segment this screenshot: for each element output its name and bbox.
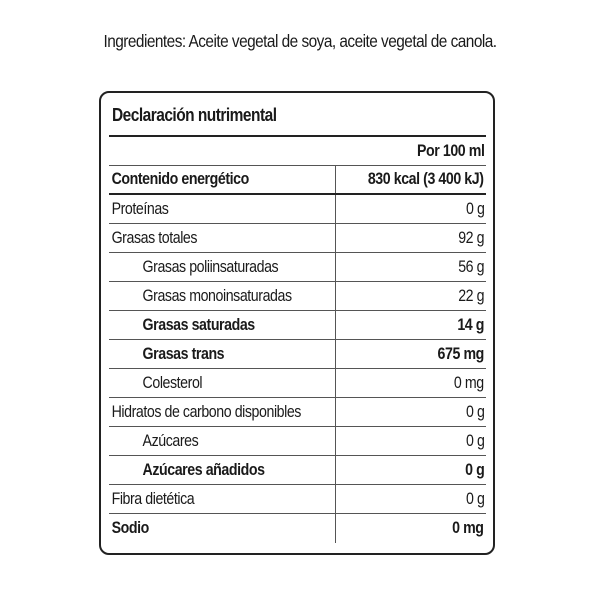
nutrition-table (109, 135, 486, 543)
nutrient-value: 0 g (465, 199, 484, 218)
nutrient-label: Grasas poliinsaturadas (142, 257, 279, 276)
nutrient-value-cell (334, 369, 484, 397)
nutrient-value-cell (334, 398, 484, 426)
nutrient-label: Contenido energético (111, 170, 249, 188)
nutrient-value-cell (334, 456, 484, 484)
nutrient-label-cell (109, 369, 336, 397)
nutrient-label-cell (109, 456, 336, 484)
nutrient-value: 0 g (465, 431, 484, 450)
nutrient-label: Grasas saturadas (142, 315, 255, 334)
nutrient-label: Proteínas (111, 199, 169, 218)
nutrient-value: 0 g (464, 460, 484, 479)
table-row (109, 485, 486, 514)
nutrient-value: 22 g (458, 286, 484, 305)
nutrient-label: Azúcares añadidos (142, 460, 265, 479)
nutrient-label: Grasas trans (142, 344, 225, 363)
table-row (109, 340, 486, 369)
nutrient-label-cell (109, 282, 336, 310)
nutrient-label-cell (109, 398, 336, 426)
nutrient-value: 0 mg (452, 519, 484, 537)
nutrient-value-cell (334, 514, 484, 543)
nutrient-value-cell (334, 224, 484, 252)
nutrition-facts-panel (99, 91, 495, 555)
table-row (109, 456, 486, 485)
nutrient-value: 830 kcal (3 400 kJ) (368, 170, 484, 188)
nutrient-value: 92 g (458, 228, 484, 247)
nutrient-label-cell (109, 195, 336, 223)
nutrient-label: Sodio (111, 519, 149, 537)
nutrient-value: 675 mg (437, 344, 484, 363)
table-row (109, 166, 486, 195)
table-row (109, 514, 486, 543)
column-header: Por 100 ml (416, 141, 484, 160)
table-row (109, 195, 486, 224)
nutrient-value-cell (334, 282, 484, 310)
nutrient-label-cell (109, 311, 336, 339)
table-row (109, 369, 486, 398)
nutrient-label: Hidratos de carbono disponibles (111, 402, 301, 421)
header-value-cell (334, 137, 484, 165)
nutrient-value-cell (334, 427, 484, 455)
nutrient-label: Grasas monoinsaturadas (142, 286, 292, 305)
header-label-cell (109, 137, 336, 165)
nutrient-value: 0 mg (454, 373, 484, 392)
nutrient-label-cell (109, 514, 336, 543)
nutrient-value: 0 g (465, 489, 484, 508)
nutrient-value-cell (334, 485, 484, 513)
table-row (109, 427, 486, 456)
nutrient-label-cell (109, 485, 336, 513)
table-row (109, 282, 486, 311)
nutrient-value: 56 g (458, 257, 484, 276)
table-row (109, 253, 486, 282)
nutrient-label: Colesterol (142, 373, 203, 392)
nutrient-label-cell (109, 253, 336, 281)
nutrient-value-cell (334, 311, 484, 339)
nutrient-value-cell (334, 195, 484, 223)
table-header-row (109, 137, 486, 166)
nutrient-label-cell (109, 340, 336, 368)
nutrient-value: 14 g (457, 315, 484, 334)
table-row (109, 311, 486, 340)
nutrient-value-cell (334, 253, 484, 281)
nutrient-label-cell (109, 166, 336, 193)
table-row (109, 398, 486, 427)
panel-title: Declaración nutrimental (112, 105, 277, 125)
table-row (109, 224, 486, 253)
ingredients-text: Ingredientes: Aceite vegetal de soya, aceite vegetal de canola. (103, 31, 497, 51)
nutrient-label: Grasas totales (111, 228, 198, 247)
nutrient-label-cell (109, 427, 336, 455)
nutrient-value: 0 g (465, 402, 484, 421)
nutrient-value-cell (334, 340, 484, 368)
nutrient-label: Fibra dietética (111, 489, 195, 508)
nutrient-label: Azúcares (142, 431, 199, 450)
nutrient-label-cell (109, 224, 336, 252)
nutrient-value-cell (334, 166, 484, 193)
